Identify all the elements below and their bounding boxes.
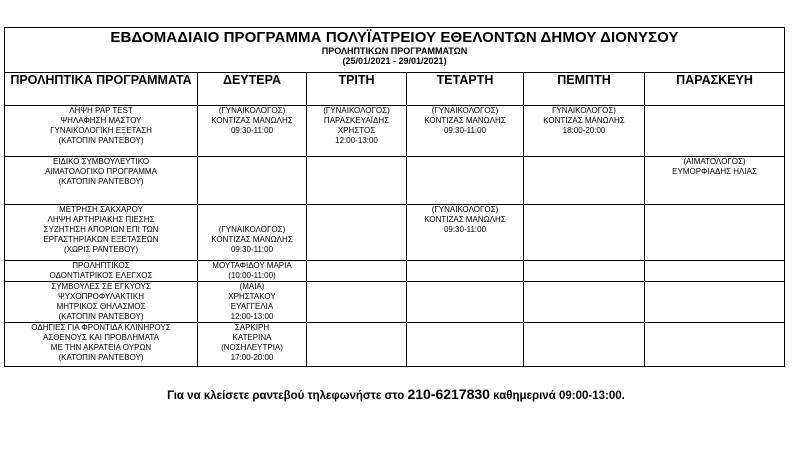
wednesday-cell: (ΓΥΝΑΙΚΟΛΟΓΟΣ) ΚΟΝΤΙΖΑΣ ΜΑΝΩΛΗΣ 09:30-11:00 [407,205,524,261]
date-range: (25/01/2021 - 29/01/2021) [342,56,447,66]
page-subtitle: ΠΡΟΛΗΠΤΙΚΩΝ ΠΡΟΓΡΑΜΜΑΤΩΝ [321,46,468,56]
thursday-cell [524,261,645,282]
title-cell [5,28,785,73]
thursday-cell [524,282,645,323]
schedule-table [4,27,785,367]
header-tuesday: ΤΡΙΤΗ [307,73,407,106]
thursday-cell [524,157,645,205]
program-cell: ΜΕΤΡΗΣΗ ΣΑΚΧΑΡΟΥ ΛΗΨΗ ΑΡΤΗΡΙΑΚΗΣ ΠΙΕΣΗΣ ΣΥΖΗΤΗΣΗ ΑΠΟΡΙΩΝ ΕΠΙ ΤΩΝ ΕΡΓΑΣΤΗΡΙΑΚΩΝ ΕΞΕΤΑΣΕΩΝ (ΧΩΡΙΣ ΡΑΝΤΕΒΟΥ) [5,205,198,261]
appointment-hours: καθημερινά 09:00-13:00. [489,390,625,402]
thursday-cell: ΓΥΝΑΙΚΟΛΟΓΟΣ) ΚΟΝΤΙΖΑΣ ΜΑΝΩΛΗΣ 18:00-20:00 [524,106,645,157]
friday-cell [645,282,785,323]
header-thursday: ΠΕΜΠΤΗ [524,73,645,106]
wednesday-cell [407,282,524,323]
friday-cell: (ΑΙΜΑΤΟΛΟΓΟΣ) ΕΥΜΟΡΦΙΑΔΗΣ ΗΛΙΑΣ [645,157,785,205]
header-monday: ΔΕΥΤΕΡΑ [198,73,307,106]
friday-cell [645,205,785,261]
thursday-cell [524,205,645,261]
program-cell: ΕΙΔΙΚΟ ΣΥΜΒΟΥΛΕΥΤΙΚΟ ΑΙΜΑΤΟΛΟΓΙΚΟ ΠΡΟΓΡΑΜΜΑ (ΚΑΤΟΠΙΝ ΡΑΝΤΕΒΟΥ) [5,157,198,205]
tuesday-cell [307,205,407,261]
tuesday-cell [307,157,407,205]
table-row [5,205,785,261]
friday-cell [645,323,785,367]
program-cell: ΠΡΟΛΗΠΤΙΚΟΣ ΟΔΟΝΤΙΑΤΡΙΚΟΣ ΕΛΕΓΧΟΣ [5,261,198,282]
monday-cell: (ΜΑΙΑ) ΧΡΗΣΤΑΚΟΥ ΕΥΑΓΓΕΛΙΑ 12:00-13:00 [198,282,307,323]
program-cell: ΟΔΗΓΙΕΣ ΓΙΑ ΦΡΟΝΤΙΔΑ ΚΛΙΝΗΡΟΥΣ ΑΣΘΕΝΟΥΣ ΚΑΙ ΠΡΟΒΛΗΜΑΤΑ ΜΕ ΤΗΝ ΑΚΡΑΤΕΙΑ ΟΥΡΩΝ (ΚΑΤΟΠΙΝ ΡΑΝΤΕΒΟΥ) [5,323,198,367]
friday-cell [645,261,785,282]
tuesday-cell: (ΓΥΝΑΙΚΟΛΟΓΟΣ) ΠΑΡΑΣΚΕΥΑΪΔΗΣ ΧΡΗΣΤΟΣ 12:00-13:00 [307,106,407,157]
wednesday-cell [407,323,524,367]
monday-cell: ΣΑΡΚΙΡΗ ΚΑΤΕΡΙΝΑ (ΝΟΣΗΛΕΥΤΡΙΑ) 17:00-20:00 [198,323,307,367]
tuesday-cell [307,261,407,282]
tuesday-cell [307,323,407,367]
monday-cell: (ΓΥΝΑΙΚΟΛΟΓΟΣ) ΚΟΝΤΙΖΑΣ ΜΑΝΩΛΗΣ 09:30-11:00 [198,106,307,157]
table-row [5,261,785,282]
header-friday: ΠΑΡΑΣΚΕΥΗ [645,73,785,106]
thursday-cell [524,323,645,367]
phone-number: 210-6217830 [407,386,490,402]
appointment-note [0,386,792,404]
table-row [5,323,785,367]
program-cell: ΣΥΜΒΟΥΛΕΣ ΣΕ ΕΓΚΥΟΥΣ ΨΥΧΟΠΡΟΦΥΛΑΚΤΙΚΗ ΜΗΤΡΙΚΟΣ ΘΗΛΑΣΜΟΣ (ΚΑΤΟΠΙΝ ΡΑΝΤΕΒΟΥ) [5,282,198,323]
header-row [5,73,785,106]
schedule-sheet [4,27,784,367]
header-programs: ΠΡΟΛΗΠΤΙΚΑ ΠΡΟΓΡΑΜΜΑΤΑ [5,73,198,106]
wednesday-cell: (ΓΥΝΑΙΚΟΛΟΓΟΣ) ΚΟΝΤΙΖΑΣ ΜΑΝΩΛΗΣ 09:30-11:00 [407,106,524,157]
program-cell: ΛΗΨΗ PAP TEST ΨΗΛΑΦΗΣΗ ΜΑΣΤΟΥ ΓΥΝΑΙΚΟΛΟΓΙΚΗ ΕΞΕΤΑΣΗ (ΚΑΤΟΠΙΝ ΡΑΝΤΕΒΟΥ) [5,106,198,157]
monday-cell: (ΓΥΝΑΙΚΟΛΟΓΟΣ) ΚΟΝΤΙΖΑΣ ΜΑΝΩΛΗΣ 09:30-11:00 [198,205,307,261]
header-wednesday: ΤΕΤΑΡΤΗ [407,73,524,106]
monday-cell [198,157,307,205]
wednesday-cell [407,261,524,282]
page-title: ΕΒΔΟΜΑΔΙΑΙΟ ΠΡΟΓΡΑΜΜΑ ΠΟΛΥΪΑΤΡΕΙΟΥ ΕΘΕΛΟΝΤΩΝ ΔΗΜΟΥ ΔΙΟΝΥΣΟΥ [110,29,679,46]
monday-cell: ΜΟΥΤΑΦΙΔΟΥ ΜΑΡΙΑ (10:00-11:00) [198,261,307,282]
title-row [5,28,785,73]
tuesday-cell [307,282,407,323]
table-row [5,157,785,205]
appointment-note-text: Για να κλείσετε ραντεβού τηλεφωνήστε στο [167,390,408,402]
friday-cell [645,106,785,157]
wednesday-cell [407,157,524,205]
table-row [5,106,785,157]
table-row [5,282,785,323]
